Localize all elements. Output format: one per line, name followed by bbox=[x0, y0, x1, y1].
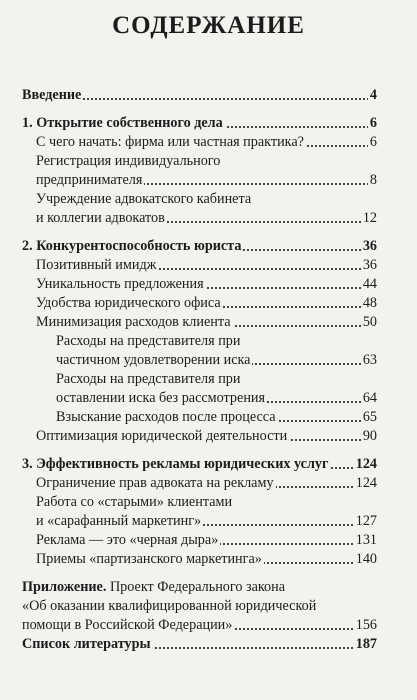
toc-entry[interactable] bbox=[22, 256, 377, 275]
toc-entry[interactable] bbox=[22, 294, 377, 313]
toc-entry[interactable] bbox=[22, 171, 377, 190]
toc-label: Список литературы bbox=[22, 636, 151, 652]
toc-page-number: 4 bbox=[369, 87, 377, 103]
toc-label: оставлении иска без рассмотрения bbox=[56, 390, 266, 406]
page-title: СОДЕРЖАНИЕ bbox=[112, 12, 305, 39]
toc-entry-line bbox=[22, 493, 377, 512]
toc-entry[interactable] bbox=[22, 531, 377, 550]
toc-page-number: 63 bbox=[362, 352, 377, 368]
toc-label: Позитивный имидж bbox=[36, 257, 157, 273]
toc-entry[interactable] bbox=[22, 351, 377, 370]
toc-label: Реклама — это «черная дыра» bbox=[36, 532, 219, 548]
toc-entry[interactable] bbox=[22, 313, 377, 332]
toc-page-number: 8 bbox=[369, 172, 377, 188]
toc-page-number: 48 bbox=[362, 295, 377, 311]
toc-page-number: 50 bbox=[362, 314, 377, 330]
toc-label: Регистрация индивидуального bbox=[36, 153, 221, 169]
toc-page-number: 90 bbox=[362, 428, 377, 444]
toc-label: 2. Конкурентоспособность юриста bbox=[22, 238, 242, 254]
toc-label: «Об оказании квалифицированной юридической bbox=[22, 598, 317, 614]
toc-entry-line bbox=[22, 332, 377, 351]
toc-label: Работа со «старыми» клиентами bbox=[36, 494, 233, 510]
toc-entry[interactable] bbox=[22, 133, 377, 152]
toc-entry-appendix-line bbox=[22, 578, 377, 597]
toc-entry[interactable] bbox=[22, 408, 377, 427]
toc-page-number: 64 bbox=[362, 390, 377, 406]
toc-entry[interactable] bbox=[22, 512, 377, 531]
toc-entry[interactable] bbox=[22, 275, 377, 294]
toc-section-1[interactable] bbox=[22, 114, 377, 133]
toc-label: 1. Открытие собственного дела bbox=[22, 115, 223, 131]
toc-label: и «сарафанный маркетинг» bbox=[36, 513, 202, 529]
toc-page-number: 156 bbox=[355, 617, 377, 633]
toc-label: предпринимателя bbox=[36, 172, 143, 188]
toc-entry[interactable] bbox=[22, 209, 377, 228]
toc-entry-line bbox=[22, 370, 377, 389]
toc-page-number: 36 bbox=[362, 257, 377, 273]
toc-label: Уникальность предложения bbox=[36, 276, 204, 292]
toc-entry[interactable] bbox=[22, 474, 377, 493]
toc-page-number: 140 bbox=[355, 551, 377, 567]
toc-page-number: 65 bbox=[362, 409, 377, 425]
toc-entry-intro[interactable] bbox=[22, 86, 377, 105]
toc-page-number: 6 bbox=[369, 115, 377, 131]
toc-label: С чего начать: фирма или частная практика? bbox=[36, 134, 304, 150]
toc-entry[interactable] bbox=[22, 427, 377, 446]
toc-entry[interactable] bbox=[22, 389, 377, 408]
toc-label: Ограничение прав адвоката на рекламу bbox=[36, 475, 274, 491]
toc-label: Оптимизация юридической деятельности bbox=[36, 428, 288, 444]
toc-entry-line bbox=[22, 152, 377, 171]
toc-section-3[interactable] bbox=[22, 455, 377, 474]
toc-label: Учреждение адвокатского кабинета bbox=[36, 191, 252, 207]
toc-entry[interactable] bbox=[22, 550, 377, 569]
table-of-contents bbox=[22, 86, 377, 654]
toc-entry-line bbox=[22, 190, 377, 209]
toc-page-number: 124 bbox=[355, 475, 377, 491]
toc-page-number: 131 bbox=[355, 532, 377, 548]
toc-label: Введение bbox=[22, 87, 82, 103]
toc-label: Удобства юридического офиса bbox=[36, 295, 221, 311]
toc-entry-line bbox=[22, 597, 377, 616]
toc-label: Расходы на представителя при bbox=[56, 371, 241, 387]
toc-page-number: 12 bbox=[362, 210, 377, 226]
toc-label: и коллегии адвокатов bbox=[36, 210, 165, 226]
toc-page-number: 36 bbox=[362, 238, 377, 254]
toc-entry-bibliography[interactable] bbox=[22, 635, 377, 654]
toc-label: частичном удовлетворении иска bbox=[56, 352, 251, 368]
toc-page-number: 127 bbox=[355, 513, 377, 529]
toc-page-number: 44 bbox=[362, 276, 377, 292]
toc-section-2[interactable] bbox=[22, 237, 377, 256]
toc-label: помощи в Российской Федерации» bbox=[22, 617, 233, 633]
toc-label: Минимизация расходов клиента bbox=[36, 314, 231, 330]
toc-label: Приемы «партизанского маркетинга» bbox=[36, 551, 262, 567]
toc-label-bold: Приложение. bbox=[22, 579, 107, 595]
toc-label: Проект Федерального закона bbox=[109, 579, 286, 595]
toc-page-number: 187 bbox=[355, 636, 377, 652]
toc-entry-appendix[interactable] bbox=[22, 616, 377, 635]
toc-label: 3. Эффективность рекламы юридических услуг bbox=[22, 456, 329, 472]
toc-label: Расходы на представителя при bbox=[56, 333, 241, 349]
toc-label: Взыскание расходов после процесса bbox=[56, 409, 276, 425]
toc-page-number: 124 bbox=[355, 456, 377, 472]
toc-page-number: 6 bbox=[369, 134, 377, 150]
